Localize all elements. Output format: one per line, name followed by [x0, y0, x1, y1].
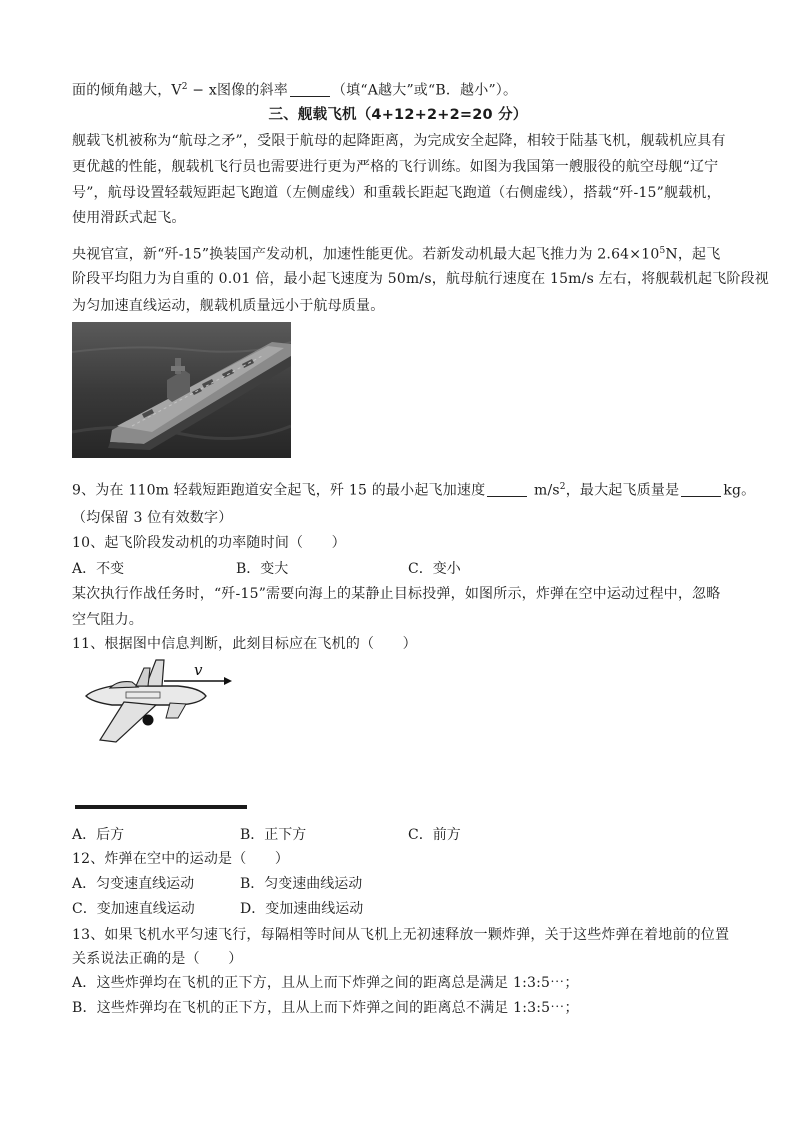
aircraft-carrier-image — [72, 322, 291, 458]
q11-option-b: B．正下方 — [240, 827, 307, 843]
bomb — [143, 715, 154, 726]
paragraph-line: 使用滑跃式起飞。 — [72, 210, 186, 226]
q12-option-c: C．变加速直线运动 — [72, 901, 195, 917]
paragraph-line: 阶段平均阻力为自重的 0.01 倍，最小起飞速度为 50m/s，航母航行速度在 15m/s 左右，将舰载机起飞阶段视 — [72, 271, 770, 287]
paragraph-line: 空气阻力。 — [72, 612, 143, 628]
question-13-cont: 关系说法正确的是（ ） — [72, 951, 243, 967]
velocity-label: v — [194, 661, 203, 679]
q10-option-a: A．不变 — [72, 561, 125, 577]
question-12: 12、炸弹在空中的运动是（ ） — [72, 851, 290, 867]
aircraft-carrier-photo — [72, 322, 291, 458]
answer-blank — [681, 482, 721, 497]
paragraph-line: 舰载飞机被称为“航母之矛”，受限于航母的起降距离，为完成安全起降，相较于陆基飞机，舰载机应具有 — [72, 133, 726, 149]
q10-option-c: C．变小 — [408, 561, 461, 577]
question-13: 13、如果飞机水平匀速飞行，每隔相等时间从飞机上无初速释放一颗炸弹，关于这些炸弹在着地前的位置 — [72, 927, 730, 943]
q12-option-d: D．变加速曲线运动 — [240, 901, 364, 917]
answer-blank — [487, 482, 527, 497]
jet-drawing — [82, 656, 232, 746]
arrow-head-icon — [224, 677, 232, 685]
question-11: 11、根据图中信息判断，此刻目标应在飞机的（ ） — [72, 636, 417, 652]
q12-option-a: A．匀变速直线运动 — [72, 876, 195, 892]
sea-surface-line — [75, 805, 247, 809]
paragraph-line: 更优越的性能，舰载机飞行员也需要进行更为严格的飞行训练。如图为我国第一艘服役的航空母舰“辽宁 — [72, 159, 719, 175]
section-title: 三、舰载飞机（4+12+2+2=20 分） — [268, 107, 528, 123]
q11-option-a: A．后方 — [72, 827, 125, 843]
previous-question-tail: 面的倾角越大，$V^2 - x$图像的斜率 （填“A越大”或“B．越小”）。 — [72, 82, 518, 99]
paragraph-line: 某次执行作战任务时，“歼-15”需要向海上的某静止目标投弹，如图所示，炸弹在空中运动过程中，忽略 — [72, 586, 721, 602]
paragraph-line: 为匀加速直线运动，舰载机质量远小于航母质量。 — [72, 298, 385, 314]
paragraph-line: 号”，航母设置轻载短距起飞跑道（左侧虚线）和重载长距起飞跑道（右侧虚线），搭载“歼-15”舰载机， — [72, 185, 721, 201]
q11-option-c: C．前方 — [408, 827, 461, 843]
q13-option-a: A．这些炸弹均在飞机的正下方，且从上而下炸弹之间的距离总是满足 1:3:5⋯； — [72, 975, 579, 991]
jet-figure — [82, 656, 232, 746]
q13-option-b: B．这些炸弹均在飞机的正下方，且从上而下炸弹之间的距离总不满足 1:3:5⋯； — [72, 1000, 579, 1016]
question-9-note: （均保留 3 位有效数字） — [72, 510, 233, 526]
q12-option-b: B．匀变速曲线运动 — [240, 876, 363, 892]
question-9: 9、为在 110m 轻载短距跑道安全起飞，歼 15 的最小起飞加速度 $m/s^2$，最大起飞质量是 kg。 — [72, 482, 756, 499]
paragraph-line: 央视官宣，新“歼-15”换装国产发动机，加速性能更优。若新发动机最大起飞推力为 $2.64\times 10^5N$，起飞 — [72, 246, 721, 263]
answer-blank — [290, 82, 330, 97]
question-10: 10、起飞阶段发动机的功率随时间（ ） — [72, 535, 346, 551]
q10-option-b: B．变大 — [236, 561, 289, 577]
